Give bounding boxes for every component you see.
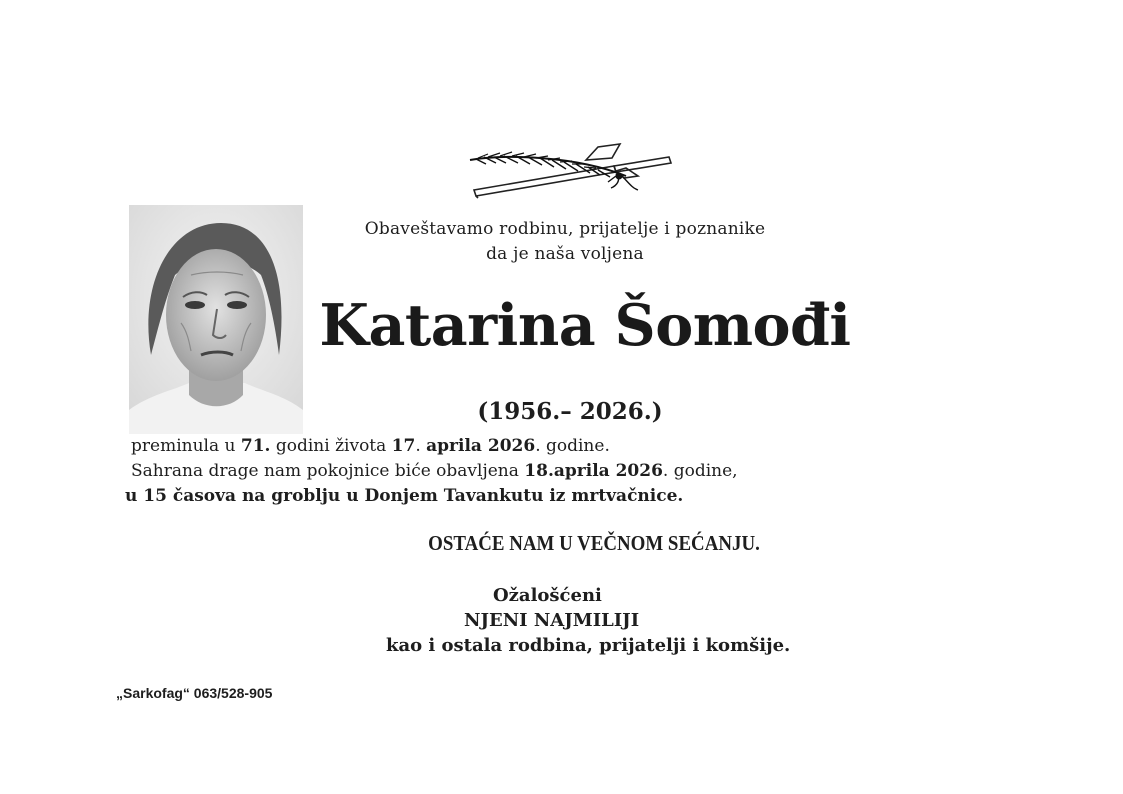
death-month-year: aprila 2026 bbox=[426, 436, 536, 456]
funeral-home-contact: „Sarkofag“ 063/528-905 bbox=[116, 685, 273, 701]
death-mid: godini života bbox=[270, 436, 392, 456]
death-suffix: . godine. bbox=[535, 436, 610, 456]
deceased-name: Katarina Šomođi bbox=[319, 292, 851, 359]
life-years: (1956.– 2026.) bbox=[477, 398, 663, 425]
funeral-prefix: Sahrana drage nam pokojnice biće obavljena bbox=[131, 461, 525, 481]
cross-with-palm-icon bbox=[466, 142, 680, 202]
death-age: 71. bbox=[240, 436, 271, 456]
mourners-line-3: kao i ostala rodbina, prijatelji i komšije. bbox=[386, 635, 791, 656]
portrait-photo bbox=[129, 205, 303, 434]
death-dot: . bbox=[415, 436, 427, 456]
mourners-line-1: Ožalošćeni bbox=[493, 585, 602, 606]
death-day: 17 bbox=[391, 436, 416, 456]
death-info bbox=[131, 436, 610, 456]
funeral-location: u 15 časova na groblju u Donjem Tavankutu iz mrtvačnice. bbox=[125, 486, 684, 506]
mourners-line-2: NJENI NAJMILIJI bbox=[464, 610, 640, 631]
death-prefix: preminula u bbox=[131, 436, 241, 456]
funeral-date: 18.aprila 2026 bbox=[524, 461, 663, 481]
funeral-suffix: . godine, bbox=[662, 461, 738, 481]
intro-line-2: da je naša voljena bbox=[486, 244, 644, 264]
remember-line: OSTAĆE NAM U VEČNOM SEĆANJU. bbox=[428, 531, 760, 555]
intro-line-1: Obaveštavamo rodbinu, prijatelje i poznanike bbox=[364, 219, 766, 239]
funeral-info bbox=[131, 461, 738, 481]
